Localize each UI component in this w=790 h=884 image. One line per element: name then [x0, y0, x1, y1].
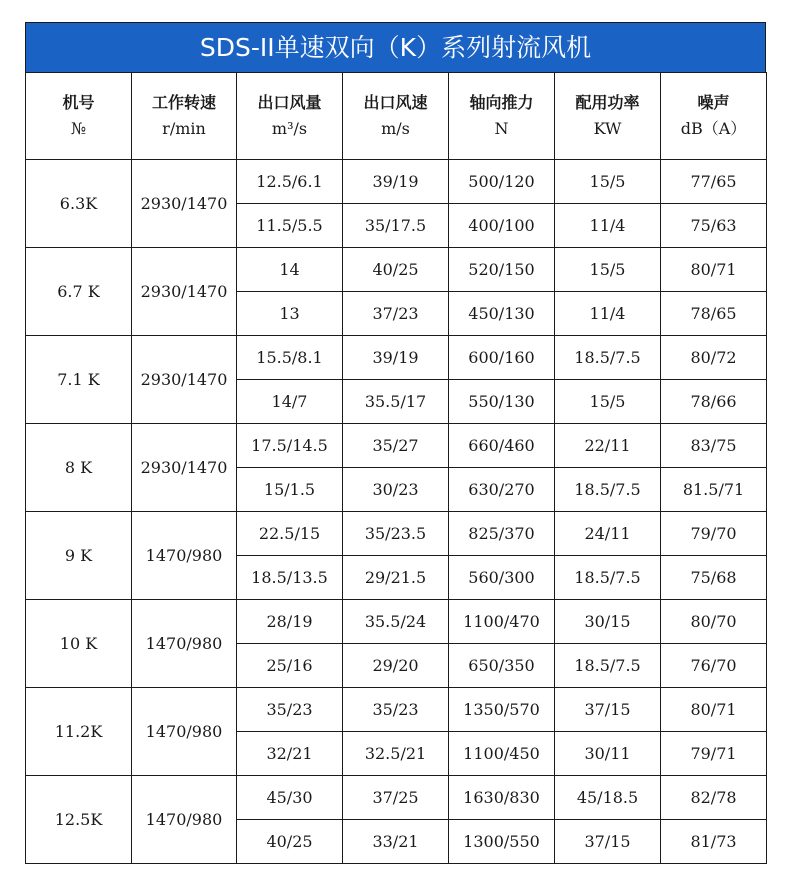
velocity-cell: 29/21.5	[343, 556, 449, 600]
thrust-cell: 560/300	[449, 556, 555, 600]
velocity-cell: 30/23	[343, 468, 449, 512]
velocity-cell: 35/23	[343, 688, 449, 732]
flow-cell: 22.5/15	[237, 512, 343, 556]
velocity-cell: 35.5/24	[343, 600, 449, 644]
thrust-cell: 400/100	[449, 204, 555, 248]
velocity-cell: 39/19	[343, 160, 449, 204]
table-row	[26, 688, 767, 732]
velocity-cell: 37/23	[343, 292, 449, 336]
fan-spec-table	[25, 72, 767, 864]
header-rpm	[132, 73, 237, 160]
flow-cell: 25/16	[237, 644, 343, 688]
spec-sheet	[25, 22, 766, 864]
noise-cell: 76/70	[661, 644, 767, 688]
model-cell: 12.5K	[26, 776, 132, 864]
velocity-cell: 35/17.5	[343, 204, 449, 248]
power-cell: 11/4	[555, 204, 661, 248]
thrust-cell: 550/130	[449, 380, 555, 424]
noise-cell: 78/66	[661, 380, 767, 424]
velocity-cell: 35.5/17	[343, 380, 449, 424]
power-cell: 18.5/7.5	[555, 468, 661, 512]
thrust-cell: 450/130	[449, 292, 555, 336]
table-row	[26, 600, 767, 644]
thrust-cell: 1350/570	[449, 688, 555, 732]
table-header	[26, 73, 767, 160]
power-cell: 15/5	[555, 380, 661, 424]
noise-cell: 80/71	[661, 248, 767, 292]
table-row	[26, 160, 767, 204]
flow-cell: 13	[237, 292, 343, 336]
header-unit: KW	[593, 119, 622, 138]
thrust-cell: 1100/450	[449, 732, 555, 776]
noise-cell: 83/75	[661, 424, 767, 468]
velocity-cell: 32.5/21	[343, 732, 449, 776]
model-cell: 6.7 K	[26, 248, 132, 336]
header-label: 工作转速	[151, 93, 216, 112]
rpm-cell: 1470/980	[132, 776, 237, 864]
power-cell: 15/5	[555, 160, 661, 204]
thrust-cell: 520/150	[449, 248, 555, 292]
noise-cell: 78/65	[661, 292, 767, 336]
noise-cell: 75/63	[661, 204, 767, 248]
power-cell: 18.5/7.5	[555, 556, 661, 600]
flow-cell: 35/23	[237, 688, 343, 732]
power-cell: 18.5/7.5	[555, 644, 661, 688]
header-label: 出口风量	[257, 93, 322, 112]
flow-cell: 15/1.5	[237, 468, 343, 512]
noise-cell: 81.5/71	[661, 468, 767, 512]
flow-cell: 14/7	[237, 380, 343, 424]
rpm-cell: 2930/1470	[132, 424, 237, 512]
velocity-cell: 37/25	[343, 776, 449, 820]
rpm-cell: 2930/1470	[132, 160, 237, 248]
header-row	[26, 73, 767, 160]
table-title: SDS-II单速双向（K）系列射流风机	[25, 22, 766, 72]
header-model	[26, 73, 132, 160]
rpm-cell: 1470/980	[132, 600, 237, 688]
velocity-cell: 39/19	[343, 336, 449, 380]
thrust-cell: 825/370	[449, 512, 555, 556]
power-cell: 45/18.5	[555, 776, 661, 820]
flow-cell: 40/25	[237, 820, 343, 864]
power-cell: 22/11	[555, 424, 661, 468]
thrust-cell: 1100/470	[449, 600, 555, 644]
thrust-cell: 630/270	[449, 468, 555, 512]
power-cell: 37/15	[555, 820, 661, 864]
noise-cell: 75/68	[661, 556, 767, 600]
flow-cell: 12.5/6.1	[237, 160, 343, 204]
flow-cell: 28/19	[237, 600, 343, 644]
thrust-cell: 600/160	[449, 336, 555, 380]
model-cell: 6.3K	[26, 160, 132, 248]
thrust-cell: 660/460	[449, 424, 555, 468]
power-cell: 37/15	[555, 688, 661, 732]
power-cell: 30/11	[555, 732, 661, 776]
noise-cell: 79/70	[661, 512, 767, 556]
model-cell: 7.1 K	[26, 336, 132, 424]
model-cell: 9 K	[26, 512, 132, 600]
flow-cell: 17.5/14.5	[237, 424, 343, 468]
thrust-cell: 1630/830	[449, 776, 555, 820]
thrust-cell: 1300/550	[449, 820, 555, 864]
thrust-cell: 650/350	[449, 644, 555, 688]
rpm-cell: 2930/1470	[132, 336, 237, 424]
header-unit: m/s	[381, 119, 410, 138]
header-unit: r/min	[162, 119, 206, 138]
model-cell: 8 K	[26, 424, 132, 512]
header-velocity	[343, 73, 449, 160]
flow-cell: 45/30	[237, 776, 343, 820]
table-body	[26, 160, 767, 864]
noise-cell: 81/73	[661, 820, 767, 864]
velocity-cell: 33/21	[343, 820, 449, 864]
flow-cell: 18.5/13.5	[237, 556, 343, 600]
power-cell: 11/4	[555, 292, 661, 336]
header-flow	[237, 73, 343, 160]
table-row	[26, 248, 767, 292]
header-label: 出口风速	[363, 93, 428, 112]
flow-cell: 32/21	[237, 732, 343, 776]
table-row	[26, 776, 767, 820]
header-unit: m³/s	[271, 119, 308, 138]
power-cell: 15/5	[555, 248, 661, 292]
header-unit: N	[494, 119, 509, 138]
velocity-cell: 40/25	[343, 248, 449, 292]
noise-cell: 82/78	[661, 776, 767, 820]
power-cell: 24/11	[555, 512, 661, 556]
header-thrust	[449, 73, 555, 160]
power-cell: 30/15	[555, 600, 661, 644]
power-cell: 18.5/7.5	[555, 336, 661, 380]
table-row	[26, 336, 767, 380]
flow-cell: 14	[237, 248, 343, 292]
noise-cell: 79/71	[661, 732, 767, 776]
table-row	[26, 512, 767, 556]
header-label: 机号	[62, 93, 95, 112]
flow-cell: 11.5/5.5	[237, 204, 343, 248]
noise-cell: 80/71	[661, 688, 767, 732]
header-label: 轴向推力	[469, 93, 534, 112]
table-row	[26, 424, 767, 468]
header-power	[555, 73, 661, 160]
model-cell: 10 K	[26, 600, 132, 688]
noise-cell: 77/65	[661, 160, 767, 204]
header-label: 噪声	[697, 93, 730, 112]
model-cell: 11.2K	[26, 688, 132, 776]
rpm-cell: 1470/980	[132, 688, 237, 776]
noise-cell: 80/72	[661, 336, 767, 380]
thrust-cell: 500/120	[449, 160, 555, 204]
header-unit: dB（A）	[680, 119, 747, 138]
header-noise	[661, 73, 767, 160]
rpm-cell: 2930/1470	[132, 248, 237, 336]
rpm-cell: 1470/980	[132, 512, 237, 600]
header-label: 配用功率	[575, 93, 640, 112]
noise-cell: 80/70	[661, 600, 767, 644]
velocity-cell: 35/27	[343, 424, 449, 468]
header-unit: №	[70, 119, 87, 138]
velocity-cell: 29/20	[343, 644, 449, 688]
flow-cell: 15.5/8.1	[237, 336, 343, 380]
velocity-cell: 35/23.5	[343, 512, 449, 556]
